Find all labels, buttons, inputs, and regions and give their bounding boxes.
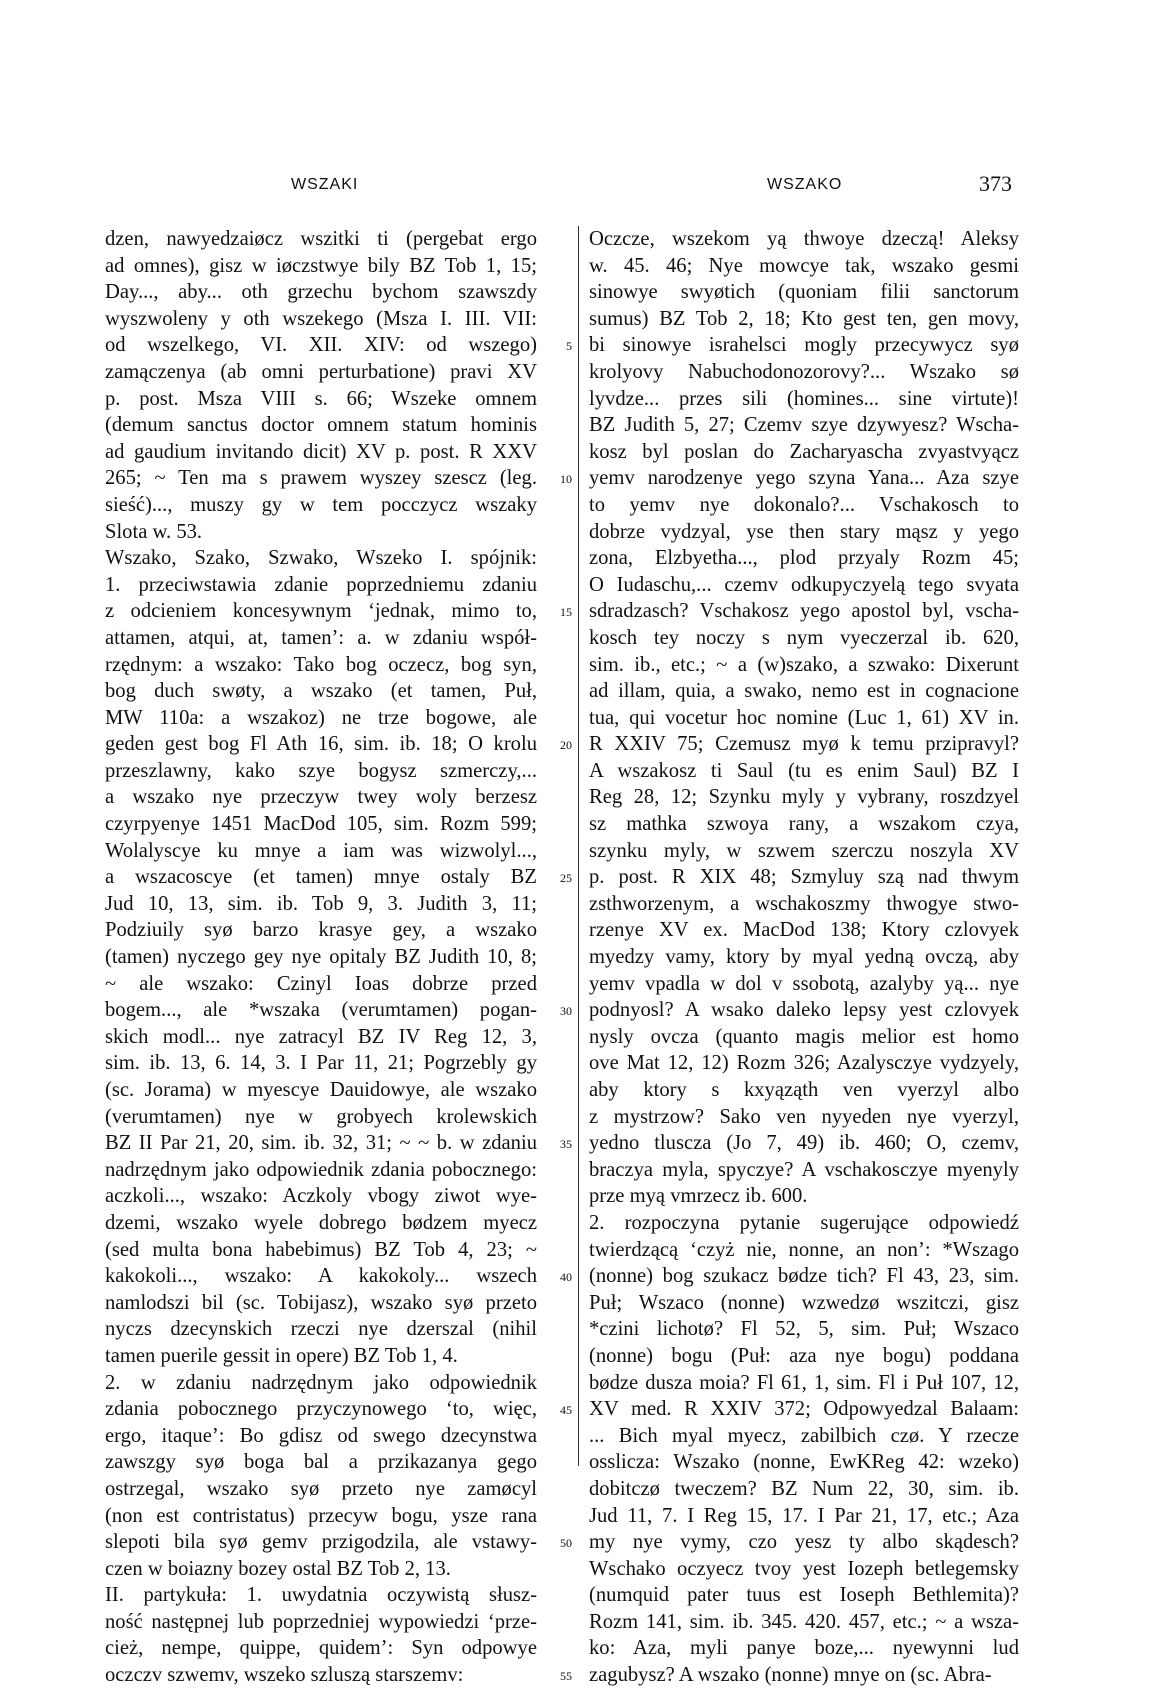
- text-line: 265; ~ Ten ma s prawem wyszey szescz (leg.: [105, 467, 537, 490]
- text-line: sim. ib., etc.; ~ a (w)szako, a szwako: Dixerunt: [589, 653, 1019, 676]
- text-line: skich modl... nye zatracyl BZ IV Reg 12, 3,: [105, 1025, 537, 1048]
- text-line: (verumtamen) nye w grobyech krolewskich: [105, 1105, 537, 1128]
- text-line: namlodszi bil (sc. Tobijasz), wszako syø przeto: [105, 1291, 537, 1314]
- text-line: sieść)..., muszy gy w tem pocczycz wszaky: [105, 493, 537, 516]
- text-line: z mystrzow? Sako ven nyyeden nye vyerzyl,: [589, 1105, 1019, 1128]
- text-line: Jud 10, 13, sim. ib. Tob 9, 3. Judith 3, 11;: [105, 892, 537, 915]
- text-line: tua, qui vocetur hoc nomine (Luc 1, 61) XV in.: [589, 706, 1019, 729]
- text-line: Wszako, Szako, Szwako, Wszeko I. spójnik:: [105, 547, 537, 570]
- text-line: MW 110a: a wszakoz) ne trze bogowe, ale: [105, 706, 537, 729]
- text-line: A wszakosz ti Saul (tu es enim Saul) BZ I: [589, 759, 1019, 782]
- text-line: zawszgy syø boga bal a przikazanya gego: [105, 1451, 537, 1474]
- text-line: a wszacoscye (et tamen) mnye ostaly BZ: [105, 866, 537, 889]
- text-line: (sc. Jorama) w myescye Dauidowye, ale wszako: [105, 1079, 537, 1101]
- text-line: od wszelkego, VI. XII. XIV: od wszego): [105, 334, 537, 357]
- text-line: II. partykuła: 1. uwydatnia oczywistą słusz-: [105, 1584, 537, 1607]
- text-line: braczya myla, spyczye? A vschakosczye myenyly: [589, 1158, 1019, 1181]
- text-line: yedno tluscza (Jo 7, 49) ib. 460; O, czemv,: [589, 1132, 1019, 1155]
- text-line: rzenye XV ex. MacDod 138; Ktory czlovyek: [589, 919, 1019, 942]
- text-line: nadrzędnym jako odpowiednik zdania pobocznego:: [105, 1158, 537, 1181]
- text-line: O Iudaschu,... czemv odkupyczyelą tego svyata: [589, 573, 1019, 596]
- text-line: ove Mat 12, 12) Rozm 326; Azalysczye vydzyely,: [589, 1052, 1019, 1075]
- line-number: 40: [560, 1270, 572, 1284]
- text-line: (numquid pater tuus est Ioseph Bethlemita)?: [589, 1584, 1019, 1607]
- text-line: sdradzasch? Vschakosz yego apostol byl, vscha-: [589, 600, 1019, 623]
- text-line: osslicza: Wszako (nonne, EwKReg 42: wzeko): [589, 1451, 1019, 1474]
- text-line: ostrzegal, wszako syø przeto nye zamøcyl: [105, 1477, 537, 1500]
- text-line: 1. przeciwstawia zdanie poprzedniemu zdaniu: [105, 573, 537, 596]
- text-line: Puł; Wszaco (nonne) wzwedzø wszitczi, gisz: [589, 1291, 1019, 1314]
- text-line: sinowye swyøtich (quoniam filii sanctorum: [589, 281, 1019, 304]
- text-line: w. 45. 46; Nye mowcye tak, wszako gesmi: [589, 254, 1019, 277]
- text-line: dzen, nawyedzaiøcz wszitki ti (pergebat ergo: [105, 228, 537, 250]
- text-line: szynku myly, w szwem szerczu noszyla XV: [589, 839, 1019, 862]
- text-line: (demum sanctus doctor omnem statum hominis: [105, 414, 537, 437]
- right-running-head: WSZAKO: [767, 176, 843, 193]
- text-line: sim. ib. 13, 6. 14, 3. I Par 11, 21; Pogrzebly gy: [105, 1052, 537, 1075]
- text-line: R XXIV 75; Czemusz myø k temu przipravyl?: [589, 733, 1019, 756]
- line-number: 15: [560, 605, 572, 619]
- text-line: myedzy vamy, ktory by myal yedną ovczą, aby: [589, 946, 1019, 969]
- text-line: ność następnej lub poprzedniej wypowiedzi ‘prze-: [105, 1610, 537, 1633]
- text-line: bog duch swøty, a wszako (et tamen, Puł,: [105, 680, 537, 703]
- text-line: przeszlawny, kako szye bogysz szmerczy,...: [105, 759, 537, 782]
- line-number: 50: [560, 1536, 572, 1550]
- text-line: my nye vymy, czo yesz ty albo skądesch?: [589, 1531, 1019, 1554]
- text-line: Podziuily syø barzo krasye gey, a wszako: [105, 919, 537, 942]
- text-line: sumus) BZ Tob 2, 18; Kto gest ten, gen movy,: [589, 307, 1019, 330]
- text-line: Reg 28, 12; Szynku myly y vybrany, roszdzyel: [589, 786, 1019, 809]
- text-line: twierdzącą ‘czyż nie, nonne, an non’: *Wszago: [589, 1238, 1019, 1261]
- text-line: bi sinowye israhelsci mogly przecywycz syø: [589, 334, 1019, 357]
- page-number: 373: [979, 171, 1012, 196]
- text-line: Wschako oczyecz tvoy yest Iozeph betlegemsky: [589, 1557, 1019, 1580]
- text-line: zagubysz? A wszako (nonne) mnye on (sc. Abra-: [589, 1664, 992, 1687]
- text-line: tamen puerile gessit in opere) BZ Tob 1, 4.: [105, 1344, 458, 1367]
- text-line: ... Bich myal myecz, zabilbich czø. Y rzecze: [589, 1424, 1019, 1447]
- text-line: czyrpyenye 1451 MacDod 105, sim. Rozm 599;: [105, 813, 537, 836]
- line-number: 5: [566, 339, 572, 353]
- text-line: geden gest bog Fl Ath 16, sim. ib. 18; O krolu: [105, 733, 537, 756]
- line-number: 45: [560, 1403, 572, 1417]
- text-line: to yemv nye dokonalo?... Vschakosch to: [589, 493, 1019, 516]
- text-line: kakokoli..., wszako: A kakokoly... wszech: [105, 1265, 537, 1288]
- text-line: nysly ovcza (quanto magis melior est homo: [589, 1025, 1019, 1048]
- text-line: Slota w. 53.: [105, 520, 203, 543]
- text-line: aby ktory s kxyąząth ven vyerzyl albo: [589, 1079, 1019, 1101]
- text-line: BZ II Par 21, 20, sim. ib. 32, 31; ~ ~ b. w zdaniu: [105, 1132, 537, 1155]
- text-line: lyvdze... przes sili (homines... sine virtute)!: [589, 387, 1019, 410]
- text-line: zsthworzenym, a wschakoszmy thwogye stwo-: [589, 892, 1019, 915]
- text-line: yemv vpadla w dol v ssobotą, azalyby yą... nye: [589, 972, 1019, 995]
- text-line: (sed multa bona habebimus) BZ Tob 4, 23; ~: [105, 1238, 537, 1261]
- text-line: bødze dusza moia? Fl 61, 1, sim. Fl i Puł 107, 12,: [589, 1371, 1019, 1394]
- column-divider-rule: [578, 226, 579, 1466]
- text-line: zdania pobocznego przyczynowego ‘to, więc,: [105, 1398, 537, 1421]
- text-line: z odcieniem koncesywnym ‘jednak, mimo to,: [105, 600, 537, 623]
- text-line: (nonne) bog szukacz bødze tich? Fl 43, 23, sim.: [589, 1265, 1019, 1288]
- text-line: cież, nempe, quippe, quidem’: Syn odpowye: [105, 1637, 537, 1660]
- text-line: dzemi, wszako wyele dobrego bødzem myecz: [105, 1211, 537, 1234]
- text-line: a wszako nye przeczyw twey woly berzesz: [105, 786, 537, 809]
- text-line: BZ Judith 5, 27; Czemv szye dzywyesz? Wscha-: [589, 414, 1019, 437]
- line-number: 25: [560, 871, 572, 885]
- text-line: p. post. Msza VIII s. 66; Wszeke omnem: [105, 387, 537, 410]
- text-line: kosz byl poslan do Zacharyascha zvyastvyącz: [589, 440, 1019, 463]
- text-line: Wolalyscye ku mnye a iam was wizwolyl...,: [105, 839, 537, 862]
- text-line: (non est contristatus) przecyw bogu, ysze rana: [105, 1504, 537, 1527]
- text-line: attamen, atqui, at, tamen’: a. w zdaniu współ-: [105, 626, 537, 649]
- text-line: Rozm 141, sim. ib. 345. 420. 457, etc.; ~ a wsza-: [589, 1610, 1019, 1633]
- text-line: wyszwoleny y oth wszekego (Msza I. III. VII:: [105, 307, 537, 330]
- text-line: bogem..., ale *wszaka (verumtamen) pogan-: [105, 999, 537, 1022]
- text-line: ad gaudium invitando dicit) XV p. post. R XXV: [105, 440, 537, 463]
- text-line: zona, Elzbyetha..., plod przyaly Rozm 45;: [589, 547, 1019, 570]
- left-running-head: WSZAKI: [291, 176, 359, 193]
- text-line: ad omnes), gisz w iøczstwye bily BZ Tob 1, 15;: [105, 254, 537, 277]
- text-line: Oczcze, wszekom yą thwoye dzeczą! Aleksy: [589, 228, 1019, 250]
- text-line: Day..., aby... oth grzechu bychom szawszdy: [105, 281, 537, 304]
- text-line: Jud 11, 7. I Reg 15, 17. I Par 21, 17, etc.; Aza: [589, 1504, 1019, 1527]
- text-line: (nonne) bogu (Puł: aza nye bogu) poddana: [589, 1344, 1019, 1367]
- text-line: dobitczø tweczem? BZ Num 22, 30, sim. ib.: [589, 1477, 1019, 1500]
- right-column: [589, 226, 1019, 1689]
- text-line: czen w boiazny bozey ostal BZ Tob 2, 13.: [105, 1557, 451, 1580]
- line-number: 55: [560, 1669, 572, 1683]
- text-line: XV med. R XXIV 372; Odpowyedzal Balaam:: [589, 1398, 1019, 1421]
- text-line: ad illam, quia, a swako, nemo est in cognacione: [589, 680, 1019, 703]
- left-column: [105, 226, 537, 1689]
- text-line: oczczv szwemv, wszeko szluszą starszemv:: [105, 1664, 464, 1687]
- text-line: ergo, itaque’: Bo gdisz od swego dzecynstwa: [105, 1424, 537, 1447]
- text-line: ko: Aza, myli panye boze,... nyewynni lud: [589, 1637, 1019, 1660]
- text-line: prze myą vmrzecz ib. 600.: [589, 1185, 808, 1208]
- text-line: yemv narodzenye yego szyna Yana... Aza szye: [589, 467, 1019, 490]
- line-number: 20: [560, 738, 572, 752]
- line-number: 30: [560, 1004, 572, 1018]
- text-line: p. post. R XIX 48; Szmyluy szą nad thwym: [589, 866, 1019, 889]
- text-line: *czini lichotø? Fl 52, 5, sim. Puł; Wszaco: [589, 1318, 1019, 1341]
- line-number: 35: [560, 1137, 572, 1151]
- text-line: nyczs dzecynskich rzeczi nye dzerszal (nihil: [105, 1318, 537, 1341]
- text-line: aczkoli..., wszako: Aczkoly vbogy ziwot wye-: [105, 1185, 537, 1208]
- line-number: 10: [560, 472, 572, 486]
- line-number-gutter: [548, 226, 582, 1683]
- text-line: 2. rozpoczyna pytanie sugerujące odpowiedź: [589, 1211, 1019, 1234]
- text-line: kosch tey noczy s nym vyeczerzal ib. 620,: [589, 626, 1019, 649]
- text-line: (tamen) nyczego gey nye opitaly BZ Judith 10, 8;: [105, 946, 537, 969]
- text-line: krolyovy Nabuchodonozorovy?... Wszako sø: [589, 360, 1019, 383]
- text-line: podnyosl? A wsako daleko lepsy yest czlovyek: [589, 999, 1019, 1022]
- text-line: slepoti bila syø gemv przigodzila, ale vstawy-: [105, 1531, 537, 1554]
- text-line: dobrze vydzyal, yse then stary mąsz y yego: [589, 520, 1019, 543]
- text-line: sz mathka szwoya rany, a wszakom czya,: [589, 813, 1019, 836]
- text-line: zamączenya (ab omni perturbatione) pravi XV: [105, 360, 537, 383]
- text-line: rzędnym: a wszako: Tako bog oczecz, bog syn,: [105, 653, 537, 676]
- text-line: ~ ale wszako: Czinyl Ioas dobrze przed: [105, 972, 537, 995]
- text-line: 2. w zdaniu nadrzędnym jako odpowiednik: [105, 1371, 537, 1394]
